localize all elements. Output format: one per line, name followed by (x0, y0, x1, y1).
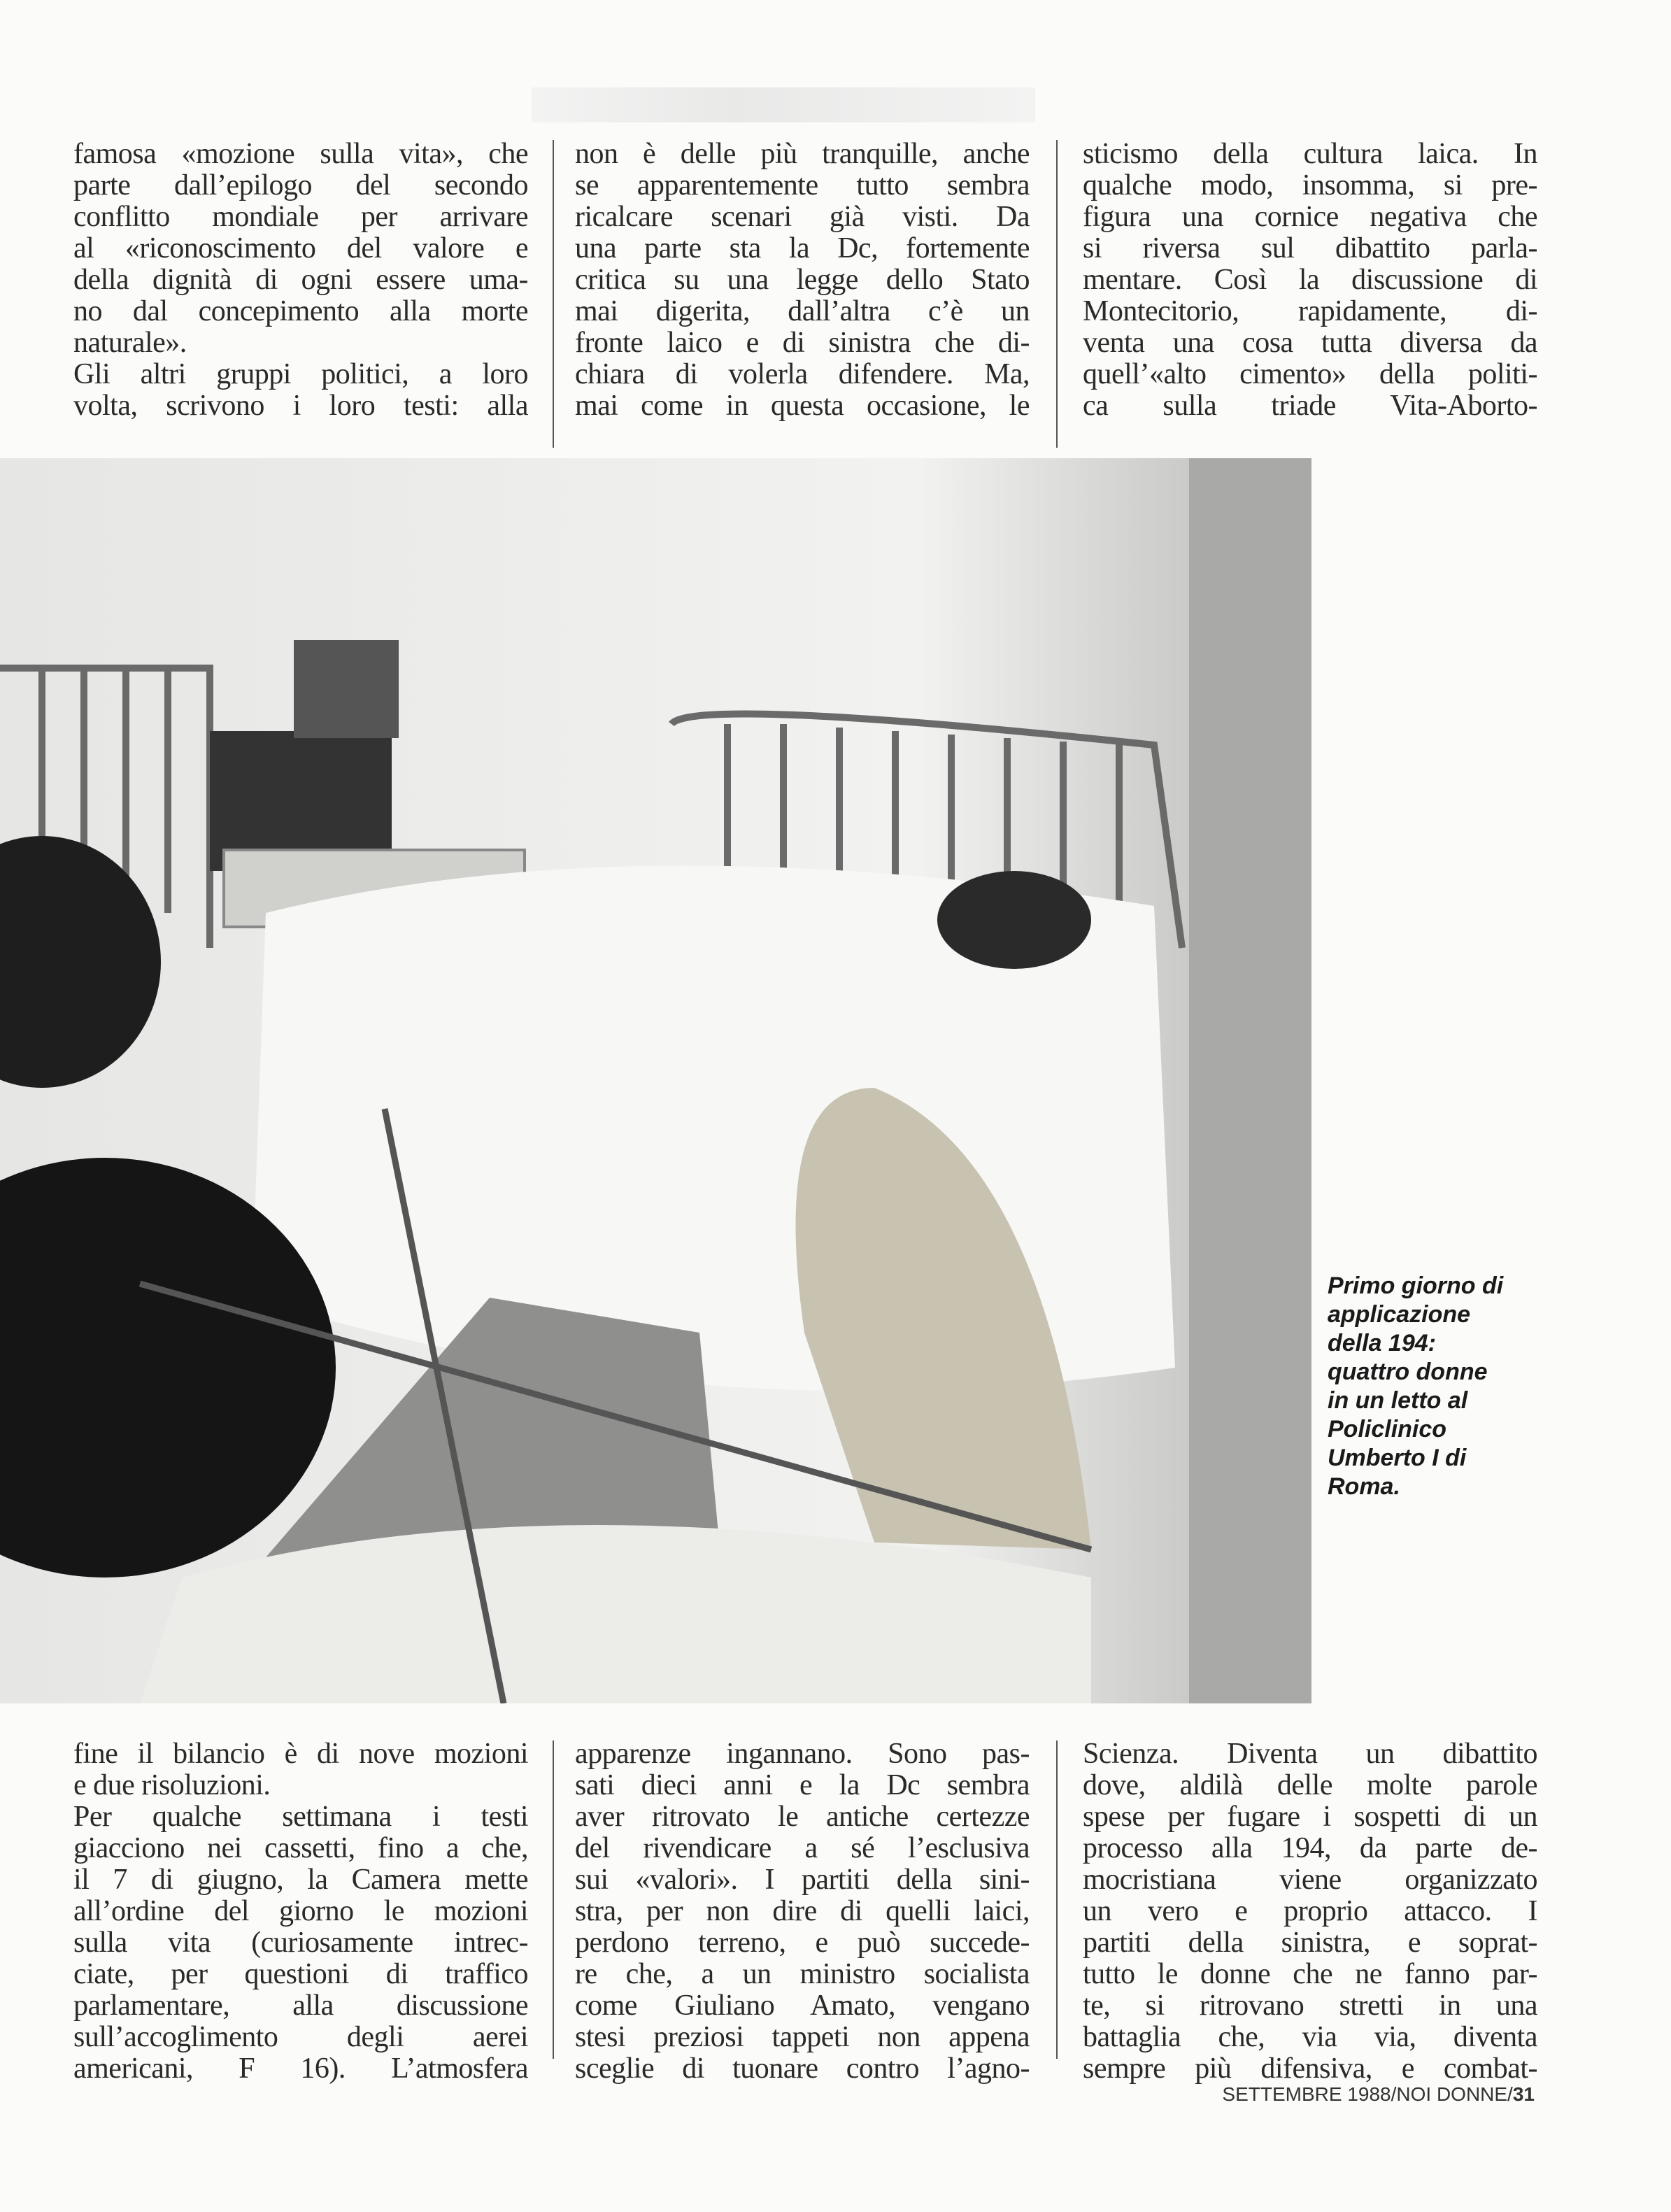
text-line: come Giuliano Amato, vengano (575, 1990, 1030, 2022)
text-line: famosa «mozione sulla vita», che (73, 138, 528, 170)
text-line: al «riconoscimento del valore e (73, 232, 528, 264)
text-line: si riversa sul dibattito parla- (1083, 232, 1537, 264)
text-line: chiara di volerla difendere. Ma, (575, 358, 1030, 390)
text-line: parlamentare, alla discussione (73, 1990, 528, 2022)
text-line: Gli altri gruppi politici, a loro (73, 358, 528, 390)
text-line: sticismo della cultura laica. In (1083, 138, 1537, 170)
text-line: fine il bilancio è di nove mozioni (73, 1738, 528, 1770)
text-line: mai digerita, dall’altra c’è un (575, 295, 1030, 327)
text-line: stra, per non dire di quelli laici, (575, 1895, 1030, 1927)
text-line: sceglie di tuonare contro l’agno- (575, 2053, 1030, 2085)
text-line: una parte sta la Dc, fortemente (575, 232, 1030, 264)
text-line: dove, aldilà delle molte parole (1083, 1769, 1537, 1801)
text-line: partiti della sinistra, e soprat- (1083, 1927, 1537, 1959)
caption-line: Primo giorno di (1328, 1272, 1504, 1299)
text-line: battaglia che, via via, diventa (1083, 2021, 1537, 2053)
text-line: ricalcare scenari già visti. Da (575, 201, 1030, 233)
text-line: americani, F 16). L’atmosfera (73, 2053, 528, 2085)
text-column (575, 139, 1030, 422)
column-divider (553, 1740, 554, 2059)
text-line: Montecitorio, rapidamente, di- (1083, 295, 1537, 327)
text-line: figura una cornice negativa che (1083, 201, 1537, 233)
text-line: un vero e proprio attacco. I (1083, 1895, 1537, 1927)
text-line: te, si ritrovano stretti in una (1083, 1990, 1537, 2022)
text-line: venta una cosa tutta diversa da (1083, 327, 1537, 359)
text-line: del rivendicare a sé l’esclusiva (575, 1832, 1030, 1864)
caption-line: Umberto I di (1328, 1445, 1467, 1471)
text-line: giacciono nei cassetti, fino a che, (73, 1832, 528, 1864)
text-line: se apparentemente tutto sembra (575, 169, 1030, 201)
text-line: sui «valori». I partiti della sini- (575, 1864, 1030, 1896)
text-line: non è delle più tranquille, anche (575, 138, 1030, 170)
text-line: qualche modo, insomma, si pre- (1083, 169, 1537, 201)
text-line: processo alla 194, da parte de- (1083, 1832, 1537, 1864)
column-divider (1056, 140, 1058, 448)
text-line: perdono terreno, e può succede- (575, 1927, 1030, 1959)
photo-caption (1328, 1272, 1537, 1501)
text-line: conflitto mondiale per arrivare (73, 201, 528, 233)
text-line: sull’accoglimento degli aerei (73, 2021, 528, 2053)
text-line: sulla vita (curiosamente intrec- (73, 1927, 528, 1959)
column-divider (553, 140, 554, 448)
caption-line: in un letto al (1328, 1387, 1468, 1414)
text-line: stesi preziosi tappeti non appena (575, 2021, 1030, 2053)
text-line: quell’«alto cimento» della politi- (1083, 358, 1537, 390)
text-line: apparenze ingannano. Sono pas- (575, 1738, 1030, 1770)
text-column (73, 139, 528, 422)
caption-line: Policlinico (1328, 1416, 1447, 1442)
text-line: no dal concepimento alla morte (73, 295, 528, 327)
text-line: critica su una legge dello Stato (575, 264, 1030, 296)
text-line: tutto le donne che ne fanno par- (1083, 1958, 1537, 1990)
text-line: sati dieci anni e la Dc sembra (575, 1769, 1030, 1801)
text-line: della dignità di ogni essere uma- (73, 264, 528, 296)
text-line: spese per fugare i sospetti di un (1083, 1801, 1537, 1833)
text-column (575, 1738, 1030, 2085)
caption-line: della 194: (1328, 1330, 1436, 1356)
text-line: e due risoluzioni. (73, 1769, 271, 1801)
text-line: parte dall’epilogo del secondo (73, 169, 528, 201)
text-column (1083, 1738, 1537, 2085)
footer-issue: SETTEMBRE 1988/NOI DONNE/ (1222, 2083, 1513, 2105)
text-column (73, 1738, 528, 2085)
text-line: mai come in questa occasione, le (575, 390, 1030, 422)
text-line: il 7 di giugno, la Camera mette (73, 1864, 528, 1896)
text-line: sempre più difensiva, e combat- (1083, 2053, 1537, 2085)
text-line: aver ritrovato le antiche certezze (575, 1801, 1030, 1833)
article-photo-hospital-beds (0, 458, 1311, 1703)
text-line: Scienza. Diventa un dibattito (1083, 1738, 1537, 1770)
text-line: fronte laico e di sinistra che di- (575, 327, 1030, 359)
caption-line: Roma. (1328, 1473, 1400, 1500)
text-line: mentare. Così la discussione di (1083, 264, 1537, 296)
text-column (1083, 139, 1537, 422)
text-line: all’ordine del giorno le mozioni (73, 1895, 528, 1927)
text-line: Per qualche settimana i testi (73, 1801, 528, 1833)
caption-line: quattro donne (1328, 1359, 1488, 1385)
text-line: ciate, per questioni di traffico (73, 1958, 528, 1990)
text-line: naturale». (73, 327, 187, 359)
faded-show-through-heading (532, 87, 1035, 122)
photo-illustration (0, 458, 1311, 1703)
caption-line: applicazione (1328, 1301, 1471, 1328)
text-line: ca sulla triade Vita-Aborto- (1083, 390, 1537, 422)
text-line: re che, a un ministro socialista (575, 1958, 1030, 1990)
text-line: volta, scrivono i loro testi: alla (73, 390, 528, 422)
page-number: 31 (1512, 2083, 1535, 2105)
text-line: mocristiana viene organizzato (1083, 1864, 1537, 1896)
page-footer (1222, 2083, 1535, 2106)
column-divider (1056, 1740, 1058, 2059)
